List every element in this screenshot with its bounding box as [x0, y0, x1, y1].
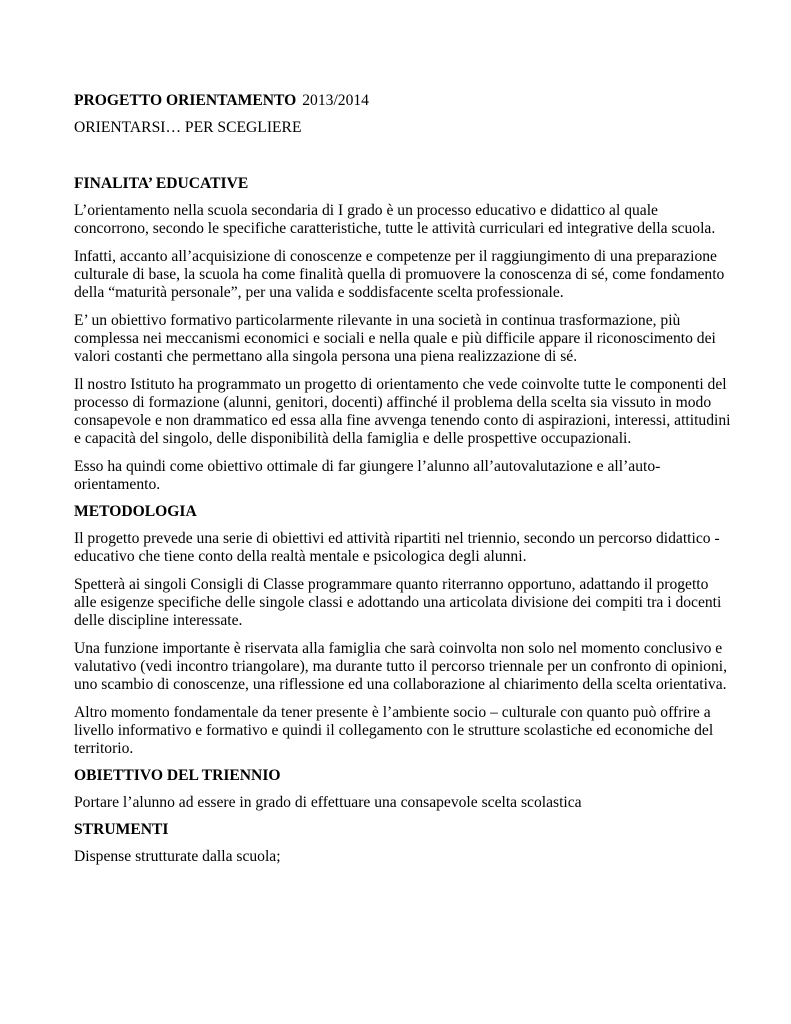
section-heading-metodologia: METODOLOGIA: [74, 503, 197, 520]
paragraph-obiettivo-1: Portare l’alunno ad essere in grado di effettuare una consapevole scelta scolastica: [74, 794, 582, 811]
document-title: PROGETTO ORIENTAMENTO: [74, 92, 297, 109]
paragraph-metodologia-2: Spetterà ai singoli Consigli di Classe programmare quanto riterranno opportuno, adattando il progetto alle esigenze specifiche delle singole classi e adottando una articolata divisione dei compiti tra i docenti delle discipline interessate.: [74, 576, 722, 629]
section-heading-obiettivo: OBIETTIVO DEL TRIENNIO: [74, 767, 281, 784]
section-heading-finalita: FINALITA’ EDUCATIVE: [74, 175, 249, 192]
paragraph-finalita-2: Infatti, accanto all’acquisizione di conoscenze e competenze per il raggiungimento di una preparazione culturale di base, la scuola ha come finalità quella di promuovere la conoscenza di sé, come fondamento della “maturità personale”, per una valida e soddisfacente scelta professionale.: [74, 248, 725, 301]
paragraph-finalita-3: E’ un obiettivo formativo particolarmente rilevante in una società in continua trasformazione, più complessa nei meccanismi economici e sociali e nella quale e più difficile appare il riconoscimento dei valori costanti che permettano alla singola persona una piena realizzazione di sé.: [74, 312, 716, 365]
document-title-line: [74, 92, 734, 110]
document-year: 2013/2014: [302, 92, 369, 109]
document-subtitle: ORIENTARSI… PER SCEGLIERE: [74, 119, 302, 136]
paragraph-finalita-4: Il nostro Istituto ha programmato un progetto di orientamento che vede coinvolte tutte le componenti del processo di formazione (alunni, genitori, docenti) affinché il problema della scelta sia vissuto in modo consapevole e non drammatico ed essa alla fine avvenga tenendo conto di aspirazioni, interessi, attitudini e capacità del singolo, delle disponibilità della famiglia e delle prospettive occupazionali.: [74, 376, 731, 447]
section-heading-strumenti: STRUMENTI: [74, 821, 169, 838]
paragraph-metodologia-1: Il progetto prevede una serie di obiettivi ed attività ripartiti nel triennio, secondo un percorso didattico - educativo che tiene conto della realtà mentale e psicologica degli alunni.: [74, 530, 720, 565]
paragraph-metodologia-4: Altro momento fondamentale da tener presente è l’ambiente socio – culturale con quanto può offrire a livello informativo e formativo e quindi il collegamento con le strutture scolastiche ed economiche del territorio.: [74, 704, 714, 757]
paragraph-finalita-1: L’orientamento nella scuola secondaria di I grado è un processo educativo e didattico al quale concorrono, secondo le specifiche caratteristiche, tutte le attività curriculari ed integrative della scuola.: [74, 202, 716, 237]
paragraph-strumenti-1: Dispense strutturate dalla scuola;: [74, 848, 281, 865]
paragraph-metodologia-3: Una funzione importante è riservata alla famiglia che sarà coinvolta non solo nel momento conclusivo e valutativo (vedi incontro triangolare), ma durante tutto il percorso triennale per un confronto di opinioni, uno scambio di conoscenze, una riflessione ed una collaborazione al chiarimento della scelta orientativa.: [74, 640, 728, 693]
document-page: [74, 92, 734, 866]
paragraph-finalita-5: Esso ha quindi come obiettivo ottimale di far giungere l’alunno all’autovalutazione e all’auto-orientamento.: [74, 458, 661, 493]
